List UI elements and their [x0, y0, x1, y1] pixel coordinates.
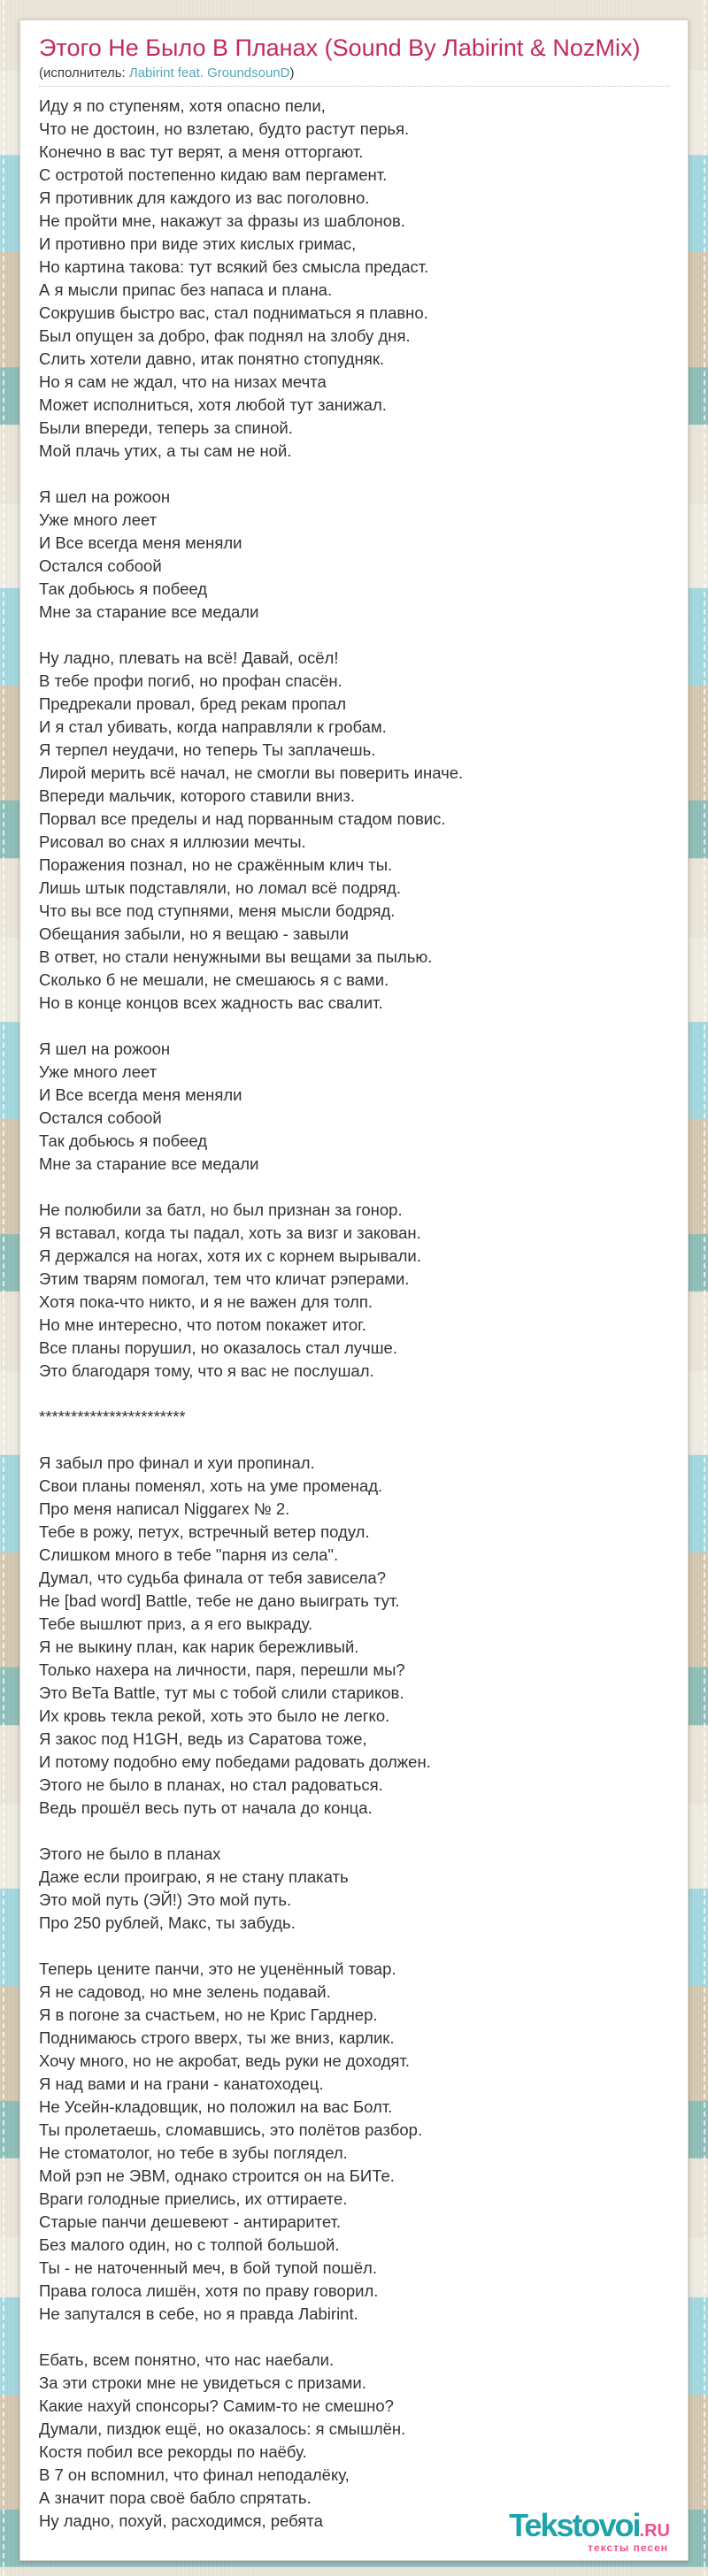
tekstovoi-logo[interactable] [509, 2507, 670, 2554]
lyrics-stanza: Я забыл про финал и хуи пропинал. Свои планы поменял, хоть на уме променад. Про меня написал Niggarex № 2. Тебе в рожу, петух, встречный ветер подул. Слишком много в тебе "парня из села". Думал, что судьба финала от тебя зависела? Не [bad word] Battle, тебе не дано выиграть тут. Тебе вышлют приз, а я его выкраду. Я не выкину план, как нарик бережливый. Только нахера на личности, паря, перешли мы? Это BeTa Battle, тут мы с тобой слили стариков. Их кровь текла рекой, хоть это было не легко. Я закос под H1GH, ведь из Саратова тоже, И потому подобно ему победами радовать должен. Этого не было в планах, но стал радоваться. Ведь прошёл весь путь от начала до конца. [39, 1453, 431, 1817]
artist-line [39, 65, 669, 82]
lyrics-stanza: Я шел на рожоон Уже много леет И Все всегда меня меняли Остался собоой Так добьюсь я побеед Мне за старание все медали [39, 1039, 259, 1173]
artist-label-suffix: ) [289, 65, 295, 80]
artist-link[interactable]: Лabirint feat. GroundsounD [128, 65, 290, 80]
logo-main-text: Tekstovoi [509, 2507, 640, 2543]
lyrics-stanza: Теперь цените панчи, это не уценённый товар. Я не садовод, но мне зелень подавай. Я в погоне за счастьем, но не Крис Гарднер. Поднимаюсь строго вверх, ты же вниз, карлик. Хочу много, но не акробат, ведь руки не доходят. Я над вами и на грани - канатоходец. Не Усейн-кладовщик, но положил на вас Болт. Ты пролетаешь, сломавшись, это полётов разбор. Не стоматолог, но тебе в зубы поглядел. Мой рэп не ЭВМ, однако строится он на БИТе. Враги голодные приелись, их оттираете. Старые панчи дешевеют - антираритет. Без малого один, но с толпой большой. Ты - не наточенный меч, в бой тупой пошёл. Права голоса лишён, хотя по праву говорил. Не запутался в себе, но я правда Лabirint. [39, 1959, 423, 2323]
lyrics-text [39, 95, 669, 2533]
lyrics-stanza: Ну ладно, плевать на всё! Давай, осёл! В тебе профи погиб, но профан спасён. Предрекали провал, бред рекам пропал И я стал убивать, когда направляли к гробам. Я терпел неудачи, но теперь Ты заплачешь. Лирой мерить всё начал, не смогли вы поверить иначе. Впереди мальчик, которого ставили вниз. Порвал все пределы и над порванным стадом повис. Рисовал во снах я иллюзии мечты. Поражения познал, но не сражённым клич ты. Лишь штык подставляли, но ломал всё подряд. Что вы все под ступнями, меня мысли бодряд. Обещания забыли, но я вещаю - завыли В ответ, но стали ненужными вы вещами за пылью. Сколько б не мешали, не смешаюсь я с вами. Но в конце концов всех жадность вас свалит. [39, 648, 464, 1012]
lyrics-stanza: Я шел на рожоон Уже много леет И Все всегда меня меняли Остался собоой Так добьюсь я побеед Мне за старание все медали [39, 487, 259, 621]
lyrics-stanza: Не полюбили за батл, но был признан за гонор. Я вставал, когда ты падал, хоть за визг и закован. Я держался на ногах, хотя их с корнем вырывали. Этим тварям помогал, тем что кличат рэперами. Хотя пока-что никто, и я не важен для толп. Но мне интересно, что потом покажет итог. Все планы порушил, но оказалось стал лучше. Это благодаря тому, что я вас не послушал. [39, 1200, 421, 1380]
lyrics-stanza: Иду я по ступеням, хотя опасно пели, Что не достоин, но взлетаю, будто растут перья. Конечно в вас тут верят, а меня отторгают. С остротой постепенно кидаю вам пергамент. Я противник для каждого из вас поголовно. Не пройти мне, накажут за фразы из шаблонов. И противно при виде этих кислых гримас, Но картина такова: тут всякий без смысла предаст. А я мысли припас без напаса и плана. Сокрушив быстро вас, стал подниматься я плавно. Был опущен за добро, фак поднял на злобу дня. Слить хотели давно, итак понятно стопудняк. Но я сам не ждал, что на низах мечта Может исполниться, хотя любой тут занижал. Были впереди, теперь за спиной. Мой плачь утих, а ты сам не ной. [39, 96, 429, 460]
logo-tld-text: .RU [639, 2521, 670, 2541]
lyrics-stanza: Этого не было в планах Даже если проиграю, я не стану плакать Это мой путь (ЭЙ!) Это мой путь. Про 250 рублей, Макс, ты забудь. [39, 1844, 349, 1932]
lyrics-stanza: *********************** [39, 1407, 186, 1426]
logo-tagline: тексты песен [588, 2542, 668, 2554]
song-title: Этого Не Было В Планах (Sound By Лabirint & NozMix) [39, 34, 641, 61]
lyrics-stanza: Ебать, всем понятно, что нас наебали. За эти строки мне не увидеться с призами. Какие нахуй спонсоры? Самим-то не смешно? Думали, пиздюк ещё, но оказалось: я смышлён. Костя побил все рекорды по наёбу. В 7 он вспомнил, что финал неподалёку, А значит пора своё бабло спрятать. Ну ладно, похуй, расходимся, ребята [39, 2350, 406, 2530]
dotted-separator [39, 86, 669, 87]
content-card [19, 19, 689, 2561]
artist-label: (исполнитель: [39, 65, 129, 80]
logo-wordmark [509, 2507, 670, 2543]
